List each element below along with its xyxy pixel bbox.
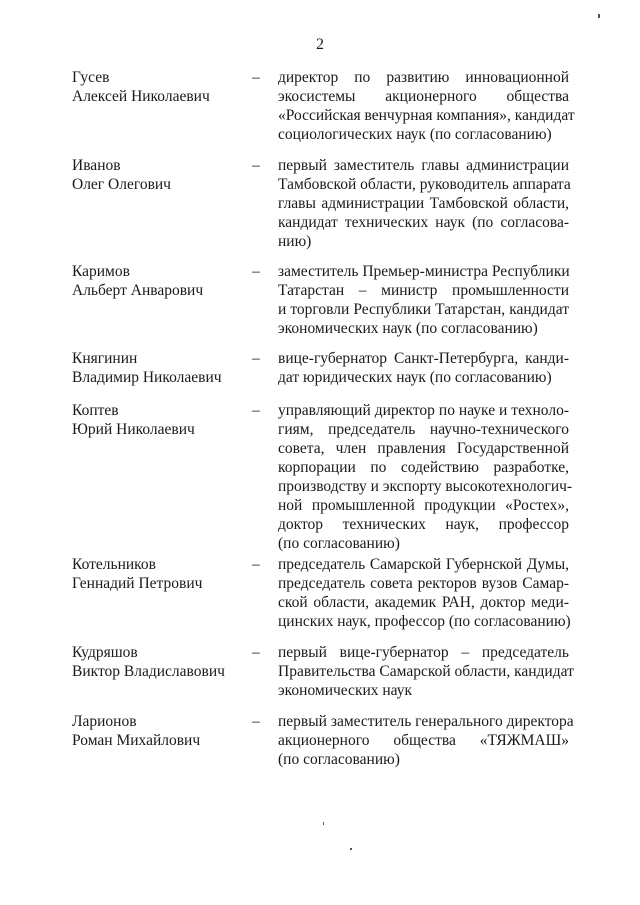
member-surname: Княгинин [72, 350, 138, 367]
dash-separator: – [252, 556, 260, 573]
role-line: первый вице-губернатор – председатель [278, 644, 569, 661]
member-role [278, 68, 575, 144]
member-role [278, 349, 569, 387]
role-line: цинских наук, профессор (по согласованию) [278, 613, 571, 630]
role-line: (по согласованию) [278, 535, 400, 552]
role-line: Тамбовской области, руководитель аппарата [278, 176, 571, 193]
role-line: заместитель Премьер-министра Республики [278, 263, 570, 280]
role-line: гиям, председатель научно-технического [278, 421, 569, 438]
role-line: директор по развитию инновационной [278, 69, 569, 86]
role-line: вице-губернатор Санкт-Петербурга, канди- [278, 350, 569, 367]
dash-separator: – [252, 350, 260, 367]
role-line: социологических наук (по согласованию) [278, 126, 552, 143]
dash-separator: – [252, 157, 260, 174]
member-surname: Ларионов [72, 713, 137, 730]
member-given-name: Альберт Анварович [72, 282, 204, 299]
scan-speck [350, 848, 352, 850]
member-given-name: Алексей Николаевич [72, 88, 210, 105]
member-name [72, 643, 252, 681]
member-role [278, 262, 569, 338]
role-line: экономических наук (по согласованию) [278, 320, 538, 337]
member-name [72, 712, 252, 750]
role-line: доктор технических наук, профессор [278, 516, 569, 533]
dash-separator: – [252, 713, 260, 730]
member-role [278, 156, 569, 251]
role-line: первый заместитель генерального директора [278, 713, 574, 730]
role-line: «Российская венчурная компания», кандидат [278, 107, 575, 124]
member-name [72, 68, 252, 106]
member-role [278, 712, 574, 769]
dash-separator: – [252, 263, 260, 280]
member-given-name: Юрий Николаевич [72, 421, 195, 438]
member-name [72, 401, 252, 439]
role-line: экосистемы акционерного общества [278, 88, 569, 105]
member-role [278, 401, 573, 553]
member-given-name: Владимир Николаевич [72, 369, 222, 386]
role-line: председатель совета ректоров вузов Самар- [278, 575, 569, 592]
member-given-name: Геннадий Петрович [72, 575, 203, 592]
role-line: совета, член правления Государственной [278, 440, 569, 457]
member-name [72, 262, 252, 300]
dash-separator: – [252, 644, 260, 661]
role-line: и торговли Республики Татарстан, кандидат [278, 301, 569, 318]
member-role [278, 643, 574, 700]
role-line: председатель Самарской Губернской Думы, [278, 556, 569, 573]
role-line: Татарстан – министр промышленности [278, 282, 569, 299]
role-line: нию) [278, 233, 312, 250]
member-role [278, 555, 569, 631]
scan-speck [323, 822, 324, 825]
role-line: ной промышленной продукции «Ростех», [278, 497, 569, 514]
role-line: (по согласованию) [278, 751, 400, 768]
role-line: главы администрации Тамбовской области, [278, 195, 569, 212]
dash-separator: – [252, 69, 260, 86]
member-surname: Гусев [72, 69, 110, 86]
role-line: первый заместитель главы администрации [278, 157, 569, 174]
role-line: ской области, академик РАН, доктор меди- [278, 594, 569, 611]
member-surname: Кудряшов [72, 644, 138, 661]
role-line: Правительства Самарской области, кандидат [278, 663, 574, 680]
member-surname: Каримов [72, 263, 130, 280]
role-line: дат юридических наук (по согласованию) [278, 369, 552, 386]
role-line: кандидат технических наук (по согласова- [278, 214, 569, 231]
member-name [72, 555, 252, 593]
role-line: экономических наук [278, 682, 413, 699]
member-given-name: Олег Олегович [72, 176, 171, 193]
member-name [72, 349, 252, 387]
role-line: корпорации по содействию разработке, [278, 459, 569, 476]
scan-speck [598, 14, 600, 18]
member-name [72, 156, 252, 194]
role-line: производству и экспорту высокотехнологич- [278, 478, 573, 495]
member-surname: Коптев [72, 402, 119, 419]
dash-separator: – [252, 402, 260, 419]
member-given-name: Роман Михайлович [72, 732, 201, 749]
page-number: 2 [316, 36, 324, 53]
member-surname: Котельников [72, 556, 156, 573]
role-line: управляющий директор по науке и техноло- [278, 402, 569, 419]
member-surname: Иванов [72, 157, 121, 174]
member-given-name: Виктор Владиславович [72, 663, 225, 680]
role-line: акционерного общества «ТЯЖМАШ» [278, 732, 569, 749]
